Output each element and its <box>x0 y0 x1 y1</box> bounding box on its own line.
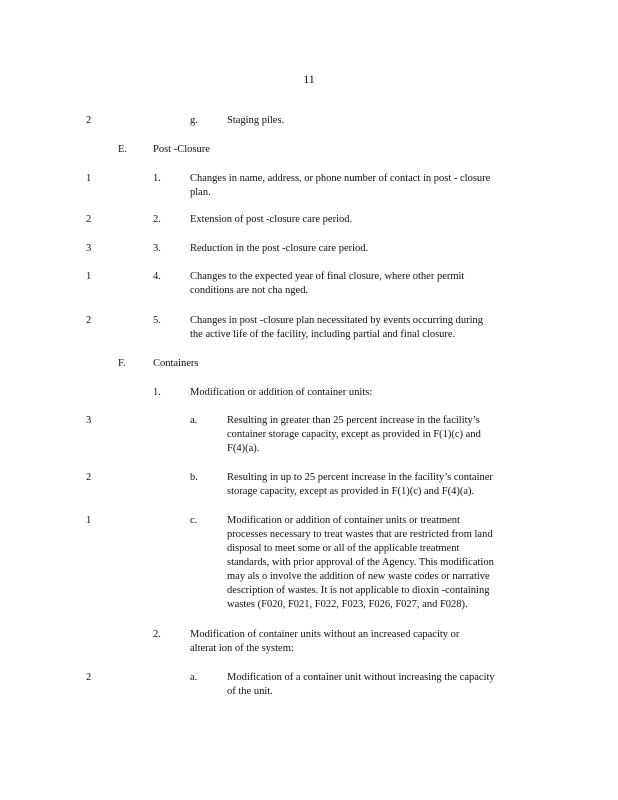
item-label: 4. <box>153 271 161 282</box>
class-number: 2 <box>86 672 92 683</box>
class-number: 1 <box>86 515 92 526</box>
class-number: 2 <box>86 115 92 126</box>
item-text: Modification of container units without an increased capacity or alterat ion of the system: <box>190 629 460 654</box>
item-label: a. <box>190 415 198 426</box>
item-text: Resulting in greater than 25 percent increase in the facility’s container storage capacity, except as provided in F(1)(c) and F(4)(a). <box>227 415 481 454</box>
item-label: g. <box>190 115 198 126</box>
item-label: 2. <box>153 629 161 640</box>
item-text: Reduction in the post -closure care period. <box>190 243 369 254</box>
class-number: 2 <box>86 315 92 326</box>
class-number: 1 <box>86 271 92 282</box>
class-number: 2 <box>86 214 92 225</box>
class-number: 1 <box>86 173 92 184</box>
item-text: Changes to the expected year of final closure, where other permit conditions are not cha nged. <box>190 271 465 296</box>
class-number: 2 <box>86 472 92 483</box>
item-label: F. <box>118 358 126 369</box>
class-number: 3 <box>86 243 92 254</box>
item-label: 1. <box>153 173 161 184</box>
item-label: a. <box>190 672 198 683</box>
item-text: Changes in post -closure plan necessitated by events occurring during the active life of the facility, including partial and final closure. <box>190 315 484 340</box>
item-text: Staging piles. <box>227 115 285 126</box>
item-label: b. <box>190 472 198 483</box>
item-text: Modification or addition of container units or treatment processes necessary to treat wastes that are restricted from land disposal to meet some or all of the applicable treatment standards, with prior approval of the Agency. This modification may als o involve the addition of new waste codes or narrative description of wastes. It is not applicable to dioxin -containing wastes (F020, F021, F022, F023, F026, F027, and F028). <box>227 515 494 610</box>
item-label: 1. <box>153 387 161 398</box>
item-text: Resulting in up to 25 percent increase in the facility’s container storage capacity, except as provided in F(1)(c) and F(4)(a). <box>227 472 493 497</box>
item-text: Extension of post -closure care period. <box>190 214 353 225</box>
item-label: E. <box>118 144 128 155</box>
item-text: Post -Closure <box>153 144 210 155</box>
page-number: 11 <box>303 72 315 86</box>
item-text: Modification of a container unit without increasing the capacity of the unit. <box>227 672 495 697</box>
item-text: Containers <box>153 358 199 369</box>
item-text: Modification or addition of container units: <box>190 387 373 398</box>
item-text: Changes in name, address, or phone number of contact in post - closure plan. <box>190 173 491 198</box>
item-label: 2. <box>153 214 161 225</box>
class-number: 3 <box>86 415 92 426</box>
item-label: c. <box>190 515 198 526</box>
item-label: 5. <box>153 315 161 326</box>
item-label: 3. <box>153 243 161 254</box>
